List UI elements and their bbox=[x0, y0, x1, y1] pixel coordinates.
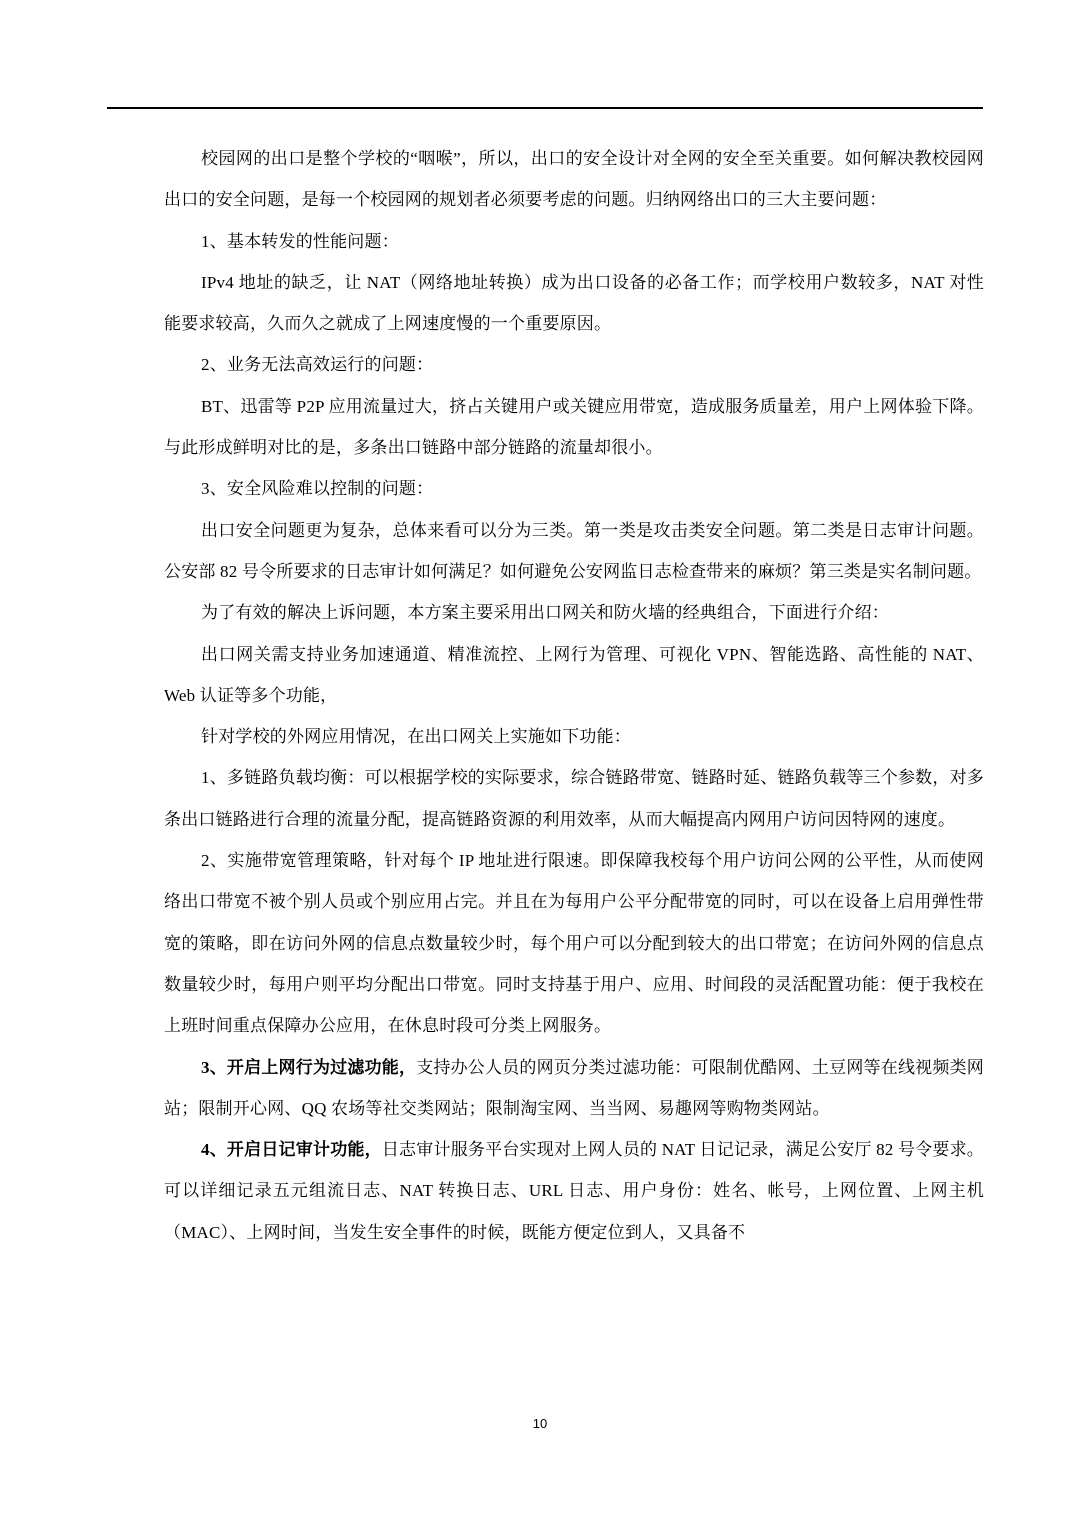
paragraph-issue-2-title: 2、业务无法高效运行的问题： bbox=[201, 355, 434, 375]
paragraph-issue-1-body: IPv4 地址的缺乏，让 NAT（网络地址转换）成为出口设备的必备工作；而学校用户数较多，NAT 对性能要求较高，久而久之就成了上网速度慢的一个重要原因。 bbox=[164, 272, 984, 334]
paragraph-solution-intro: 为了有效的解决上诉问题，本方案主要采用出口网关和防火墙的经典组合，下面进行介绍： bbox=[201, 603, 889, 623]
paragraph-gateway-features: 出口网关需支持业务加速通道、精准流控、上网行为管理、可视化 VPN、智能选路、高性能的 NAT、Web 认证等多个功能， bbox=[164, 644, 984, 705]
paragraph-issue-1-title: 1、基本转发的性能问题： bbox=[201, 231, 399, 251]
paragraph-intro: 校园网的出口是整个学校的“咽喉”，所以，出口的安全设计对全网的安全至关重要。如何解决教校园网出口的安全问题，是每一个校园网的规划者必须要考虑的问题。归纳网络出口的三大主要问题： bbox=[164, 149, 984, 210]
paragraph-function-2: 2、实施带宽管理策略，针对每个 IP 地址进行限速。即保障我校每个用户访问公网的公平性，从而使网络出口带宽不被个别人员或个别应用占完。并且在为每用户公平分配带宽的同时，可以在设备上启用弹性带宽的策略，即在访问外网的信息点数量较少时，每个用户可以分配到较大的出口带宽；在访问外网的信息点数量较少时，每用户则平均分配出口带宽。同时支持基于用户、应用、时间段的灵活配置功能：便于我校在上班时间重点保障办公应用，在休息时段可分类上网服务。 bbox=[164, 851, 984, 1036]
function-3-heading: 3、开启上网行为过滤功能， bbox=[201, 1057, 417, 1077]
paragraph-issue-3-body: 出口安全问题更为复杂，总体来看可以分为三类。第一类是攻击类安全问题。第二类是日志审计问题。公安部 82 号令所要求的日志审计如何满足？如何避免公安网监日志检查带来的麻烦？第三类是实名制问题。 bbox=[164, 520, 984, 581]
function-4-heading: 4、开启日记审计功能， bbox=[201, 1140, 382, 1160]
paragraph-issue-2-body: BT、迅雷等 P2P 应用流量过大，挤占关键用户或关键应用带宽，造成服务质量差，用户上网体验下降。与此形成鲜明对比的是，多条出口链路中部分链路的流量却很小。 bbox=[164, 396, 984, 458]
document-body bbox=[164, 138, 984, 1253]
header-rule bbox=[107, 107, 983, 109]
paragraph-gateway-functions-intro: 针对学校的外网应用情况，在出口网关上实施如下功能： bbox=[201, 727, 631, 747]
paragraph-function-4 bbox=[164, 1129, 984, 1253]
paragraph-function-3 bbox=[164, 1047, 984, 1130]
function-4-text: 日志审计服务平台实现对上网人员的 NAT 日记记录，满足公安厅 82 号令要求。可以详细记录五元组流日志、NAT 转换日志、URL 日志、用户身份：姓名、帐号，上网位置、上网主机（MAC）、上网时间，当发生安全事件的时候，既能方便定位到人，又具备不 bbox=[164, 1140, 985, 1242]
page-number: 10 bbox=[532, 1416, 548, 1431]
paragraph-issue-3-title: 3、安全风险难以控制的问题： bbox=[201, 479, 434, 499]
function-3-text: 支持办公人员的网页分类过滤功能：可限制优酷网、土豆网等在线视频类网站；限制开心网、QQ 农场等社交类网站；限制淘宝网、当当网、易趣网等购物类网站。 bbox=[164, 1057, 984, 1118]
paragraph-function-1: 1、多链路负载均衡：可以根据学校的实际要求，综合链路带宽、链路时延、链路负载等三个参数，对多条出口链路进行合理的流量分配，提高链路资源的利用效率，从而大幅提高内网用户访问因特网的速度。 bbox=[164, 768, 984, 829]
